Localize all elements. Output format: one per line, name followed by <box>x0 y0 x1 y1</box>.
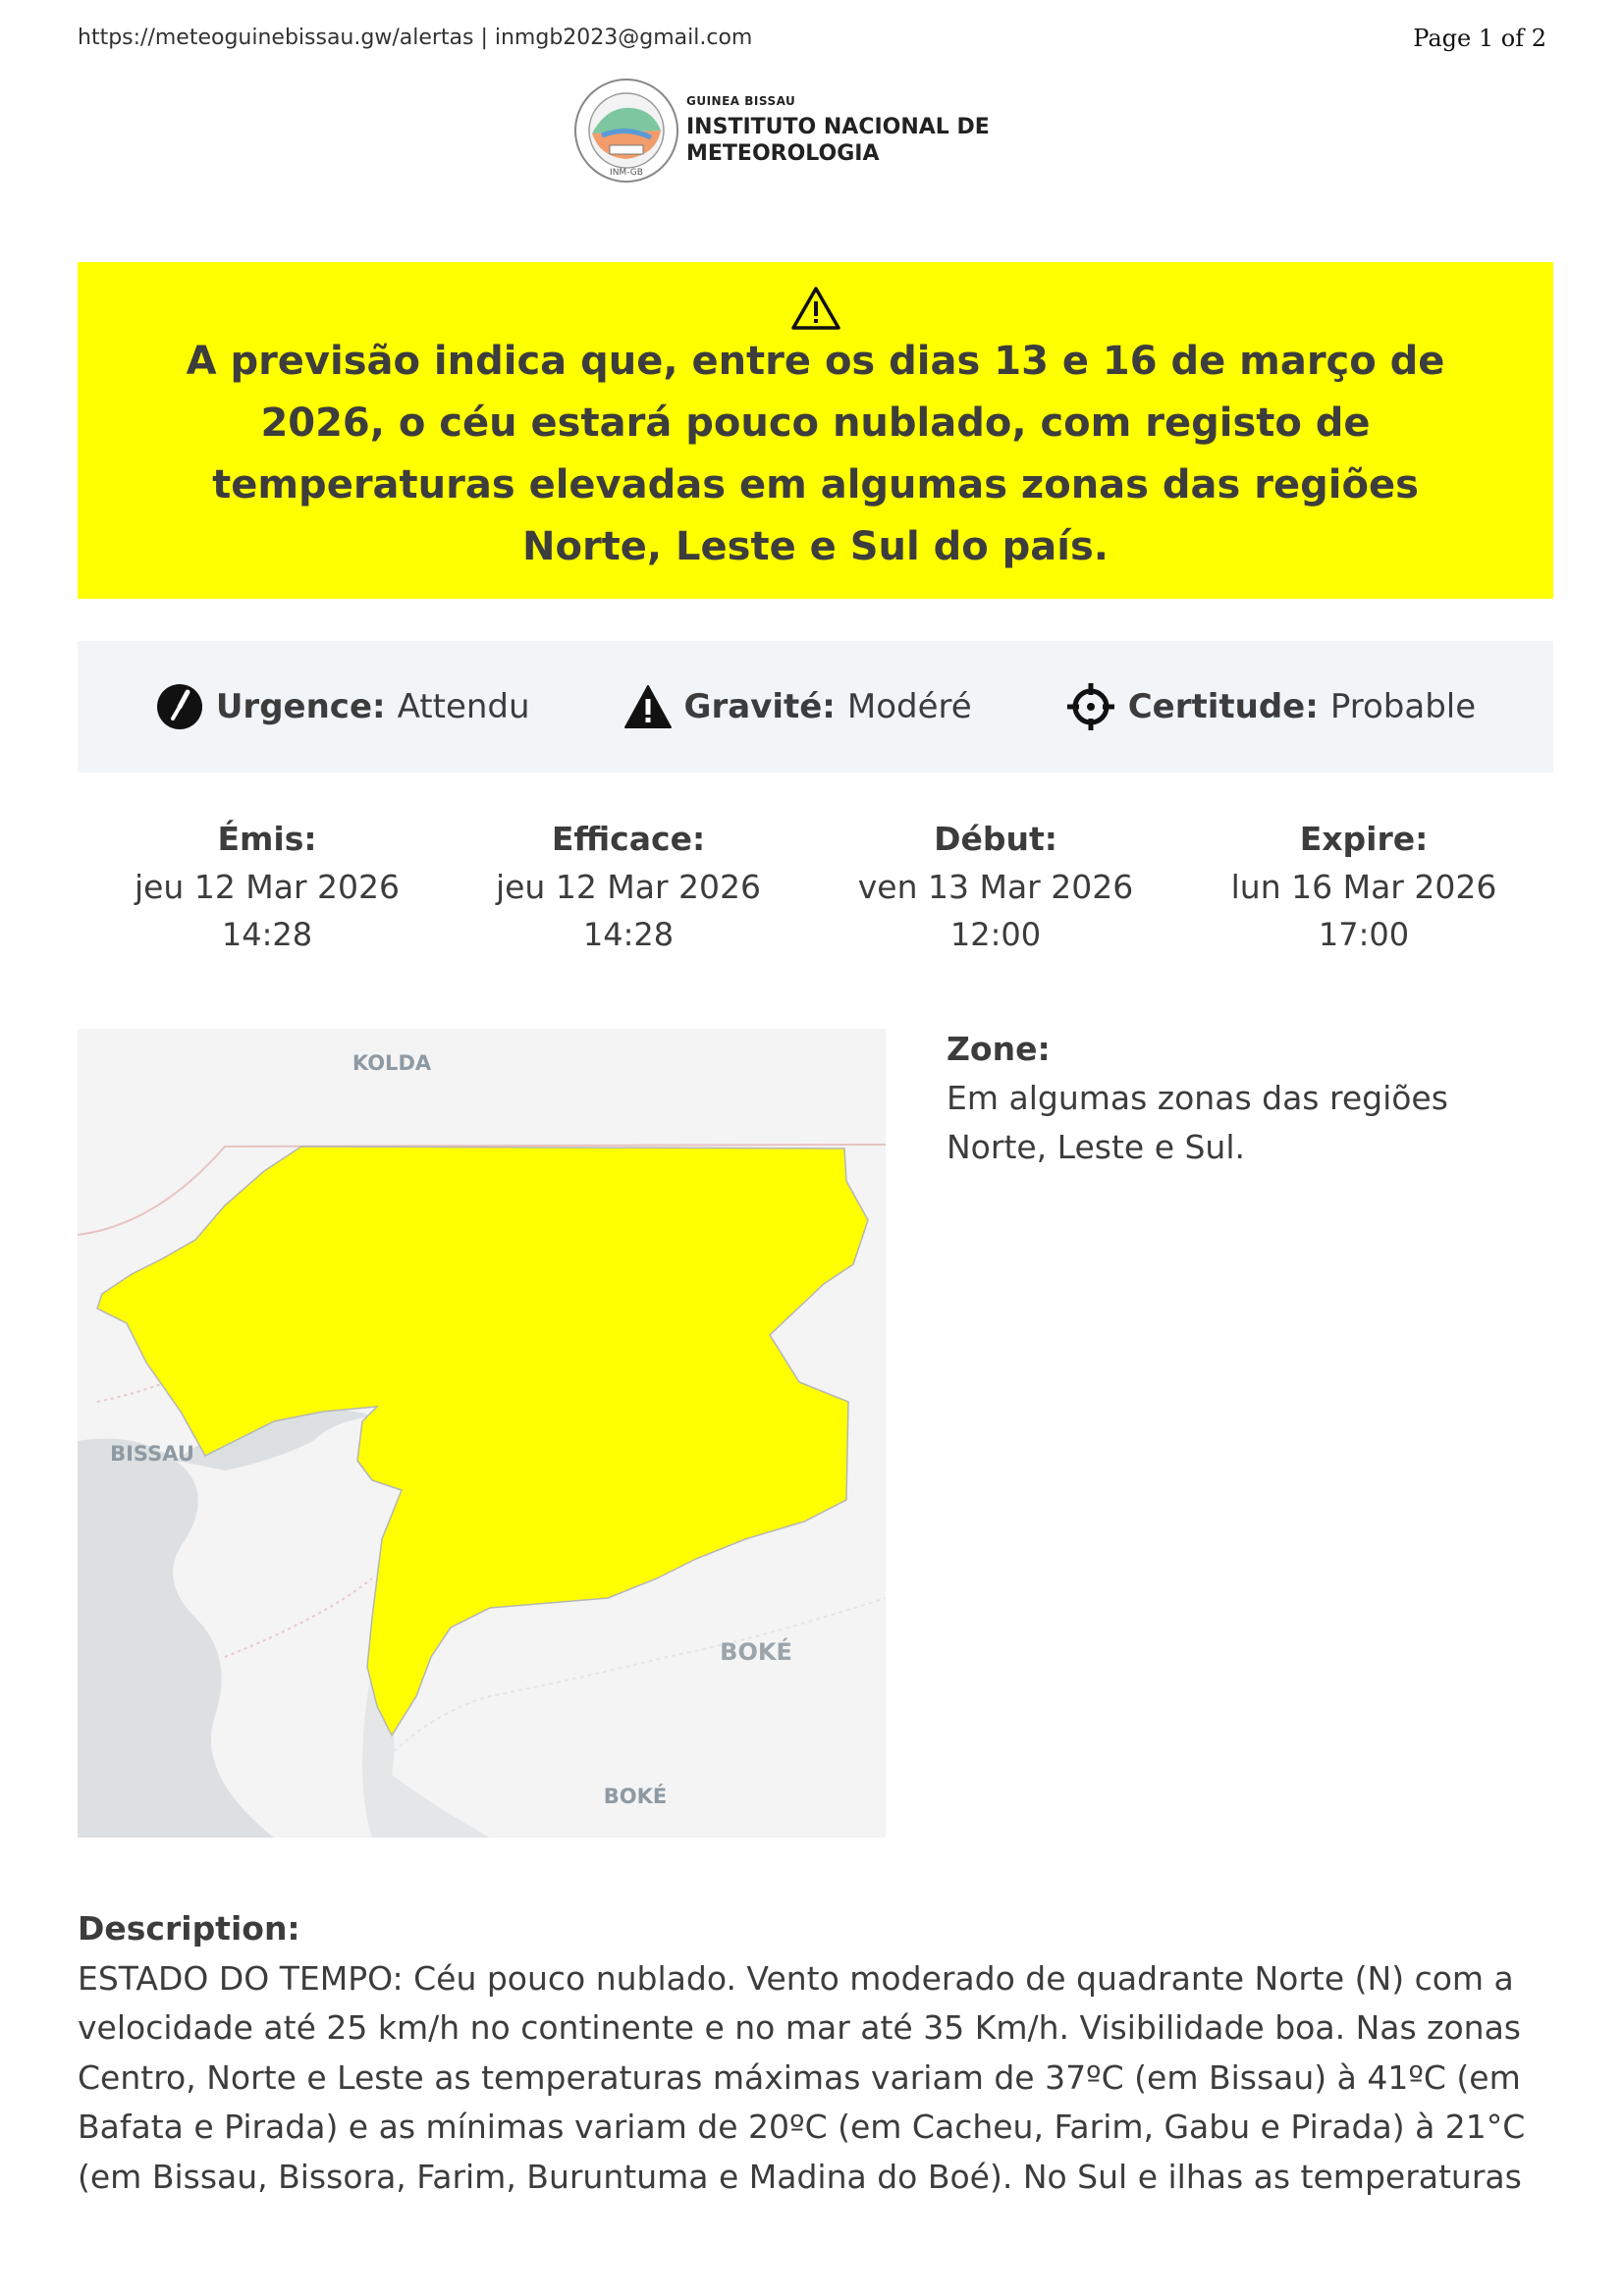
zone-section <box>947 1025 1536 1172</box>
alert-dates <box>78 815 1553 962</box>
description-line: Bafata e Pirada) e as mínimas variam de 20ºC (em Cacheu, Farim, Gabu e Pirada) à 21°C <box>78 2108 1526 2146</box>
zone-line: Norte, Leste e Sul. <box>947 1128 1246 1166</box>
description-line: ESTADO DO TEMPO: Céu pouco nublado. Vento moderado de quadrante Norte (N) com a <box>78 1958 1514 1998</box>
logo-title-line1: INSTITUTO NACIONAL DE <box>686 115 990 139</box>
severity-value: Modéré <box>846 687 972 726</box>
date-label: Émis: <box>217 820 317 858</box>
severity-item <box>623 684 972 729</box>
alert-meta-bar <box>78 641 1553 773</box>
alert-area-map <box>78 1029 886 1838</box>
certainty-item <box>1065 681 1476 732</box>
crosshair-icon <box>1065 681 1116 732</box>
date-label: Début: <box>934 820 1057 858</box>
description-line: velocidade até 25 km/h no continente e no mar até 35 Km/h. Visibilidade boa. Nas zonas <box>78 2008 1521 2047</box>
date-label: Efficace: <box>551 820 706 858</box>
alert-banner <box>78 262 1553 599</box>
warning-icon <box>623 684 673 729</box>
urgency-label: Urgence: <box>215 687 386 726</box>
date-issued <box>110 815 424 959</box>
institute-logo <box>572 77 995 185</box>
date-label: Expire: <box>1299 820 1429 858</box>
description-line: (em Bissau, Bissora, Farim, Buruntuma e Madina do Boé). No Sul e ilhas as temperaturas <box>78 2157 1522 2196</box>
logo-country: GUINEA BISSAU <box>686 94 796 108</box>
severity-label: Gravité: <box>683 687 836 726</box>
map-label-boke: BOKÉ <box>720 1638 792 1666</box>
description-label: Description: <box>78 1909 300 1948</box>
date-expires <box>1207 815 1521 959</box>
map-label-boke: BOKÉ <box>603 1785 668 1808</box>
warning-triangle-icon <box>790 286 841 331</box>
zone-line: Em algumas zonas das regiões <box>947 1079 1448 1117</box>
date-value: lun 16 Mar 2026 <box>1230 868 1497 906</box>
svg-text:INM-GB: INM-GB <box>610 168 643 178</box>
date-value: jeu 12 Mar 2026 <box>495 868 762 906</box>
description-section <box>78 1904 1560 2202</box>
map-label-bissau: BISSAU <box>110 1442 194 1466</box>
map-canvas <box>78 1029 886 1838</box>
date-value: jeu 12 Mar 2026 <box>134 868 401 906</box>
time-value: 12:00 <box>949 916 1042 953</box>
alert-headline-line: Norte, Leste e Sul do país. <box>521 524 1109 569</box>
page-number: Page 1 of 2 <box>1413 25 1546 52</box>
certainty-label: Certitude: <box>1127 687 1319 726</box>
description-line: Centro, Norte e Leste as temperaturas máximas variam de 37ºC (em Bissau) à 41ºC (em <box>78 2057 1521 2097</box>
urgency-value: Attendu <box>397 687 530 726</box>
clock-icon <box>155 682 204 731</box>
alert-headline-line: A previsão indica que, entre os dias 13 e 16 de março de <box>186 339 1445 384</box>
alert-headline <box>136 331 1494 578</box>
zone-label: Zone: <box>947 1030 1051 1068</box>
header-url-email: https://meteoguinebissau.gw/alertas | inmgb2023@gmail.com <box>78 26 753 50</box>
date-onset <box>839 815 1153 959</box>
alert-headline-line: temperaturas elevadas em algumas zonas das regiões <box>212 462 1419 507</box>
certainty-value: Probable <box>1329 687 1477 726</box>
urgency-item <box>155 682 530 731</box>
time-value: 14:28 <box>221 916 313 953</box>
time-value: 17:00 <box>1318 916 1410 953</box>
logo-title-line2: METEOROLOGIA <box>686 141 880 166</box>
time-value: 14:28 <box>582 916 675 953</box>
inm-seal-icon <box>572 77 680 185</box>
map-label-kolda: KOLDA <box>352 1051 432 1075</box>
date-value: ven 13 Mar 2026 <box>857 868 1134 906</box>
alert-headline-line: 2026, o céu estará pouco nublado, com registo de <box>260 400 1371 446</box>
date-effective <box>471 815 785 959</box>
